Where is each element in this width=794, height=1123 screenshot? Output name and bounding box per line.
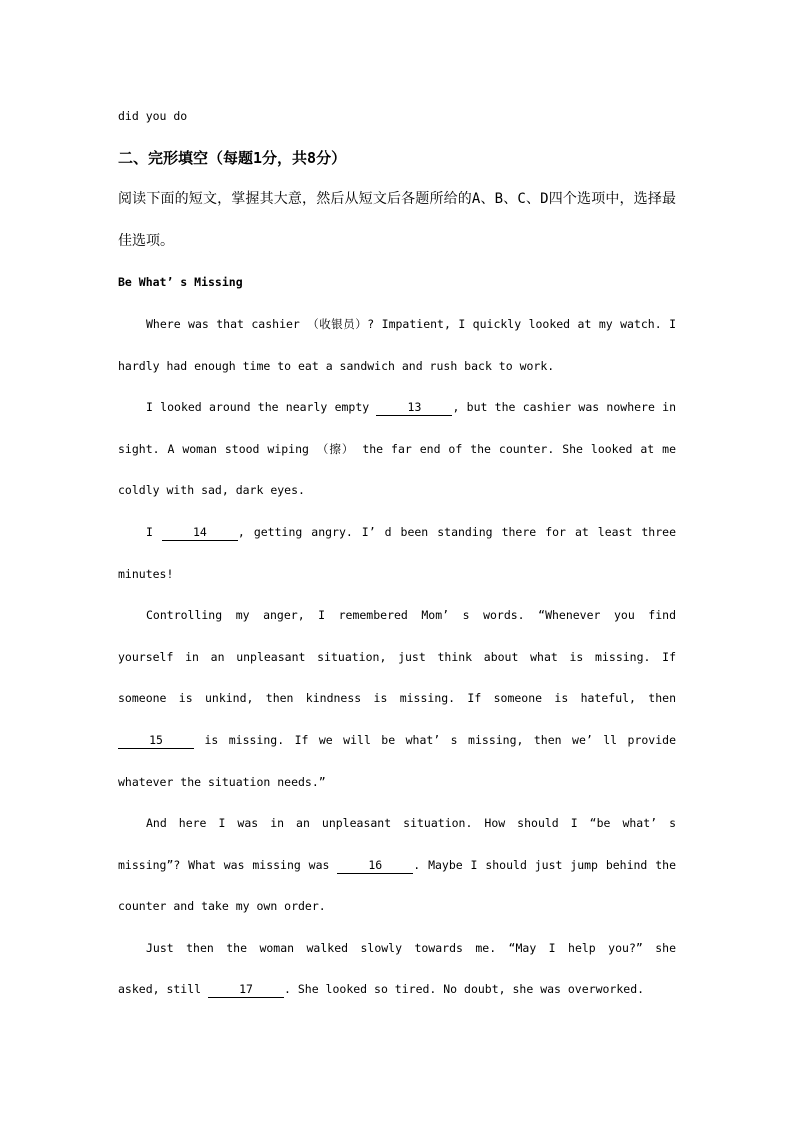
text-line	[118, 429, 676, 471]
instructions-line-1: 阅读下面的短文，掌握其大意，然后从短文后各题所给的A、B、C、D四个选项中，选择最	[118, 191, 676, 208]
text-line	[118, 595, 676, 637]
text-run: And here I was in an unpleasant situation. How should I “be what’ s	[146, 816, 676, 831]
text-run: missing”? What was missing was	[118, 857, 338, 872]
text-run: sight. A woman stood wiping （擦） the far end of the counter. She looked at me	[118, 441, 676, 456]
text-run: someone is unkind, then kindness is missing. If someone is hateful, then	[118, 691, 676, 706]
cloze-blank-14: 14	[162, 525, 238, 541]
text-line	[118, 762, 676, 804]
text-line	[118, 637, 676, 679]
passage-paragraph	[118, 512, 676, 595]
text-line	[118, 928, 676, 970]
leftover-text: did you do	[118, 109, 188, 123]
text-run: coldly with sad, dark eyes.	[118, 483, 305, 498]
text-line	[118, 720, 676, 762]
text-run: is missing. If we will be what’ s missing, then we’ ll provide	[194, 732, 676, 747]
text-run: , getting angry. I’ d been standing there for at least three	[237, 524, 676, 539]
text-run: . Maybe I should just jump behind the	[413, 857, 676, 872]
text-line	[118, 845, 676, 887]
text-line	[118, 969, 676, 1011]
text-run: Just then the woman walked slowly towards me. “May I help you?” she	[146, 940, 676, 955]
text-run: , but the cashier was nowhere in	[452, 400, 677, 415]
text-line	[118, 346, 676, 388]
text-run: Controlling my anger, I remembered Mom’ s words. “Whenever you find	[146, 608, 676, 623]
text-run: asked, still	[118, 982, 209, 997]
text-run: I looked around the nearly empty	[146, 400, 377, 415]
text-run: I	[146, 524, 162, 539]
text-line	[118, 803, 676, 845]
text-run: . She looked so tired. No doubt, she was overworked.	[284, 982, 645, 997]
text-line	[118, 678, 676, 720]
text-line	[118, 387, 676, 429]
passage-paragraph	[118, 387, 676, 512]
text-run: counter and take my own order.	[118, 899, 326, 914]
section-heading: 二、完形填空（每题1分，共8分）	[118, 148, 347, 167]
text-run: yourself in an unpleasant situation, just think about what is missing. If	[118, 649, 676, 664]
text-line	[118, 470, 676, 512]
passage-paragraph	[118, 928, 676, 1011]
passage-paragraph	[118, 304, 676, 387]
cloze-blank-13: 13	[376, 400, 452, 416]
instructions-line-2: 佳选项。	[118, 232, 174, 249]
cloze-blank-16: 16	[337, 858, 413, 874]
passage-paragraph	[118, 803, 676, 928]
text-run: Where was that cashier （收银员）? Impatient, I quickly looked at my watch. I	[146, 316, 676, 331]
passage-paragraph	[118, 595, 676, 803]
text-line	[118, 304, 676, 346]
text-run: whatever the situation needs.”	[118, 774, 326, 789]
text-run: hardly had enough time to eat a sandwich and rush back to work.	[118, 358, 555, 373]
passage	[118, 304, 676, 1011]
cloze-blank-15: 15	[118, 733, 194, 749]
passage-title: Be What’ s Missing	[118, 275, 243, 290]
text-line	[118, 512, 676, 554]
cloze-blank-17: 17	[208, 982, 284, 998]
text-line	[118, 886, 676, 928]
text-line	[118, 554, 676, 596]
text-run: minutes!	[118, 566, 174, 581]
